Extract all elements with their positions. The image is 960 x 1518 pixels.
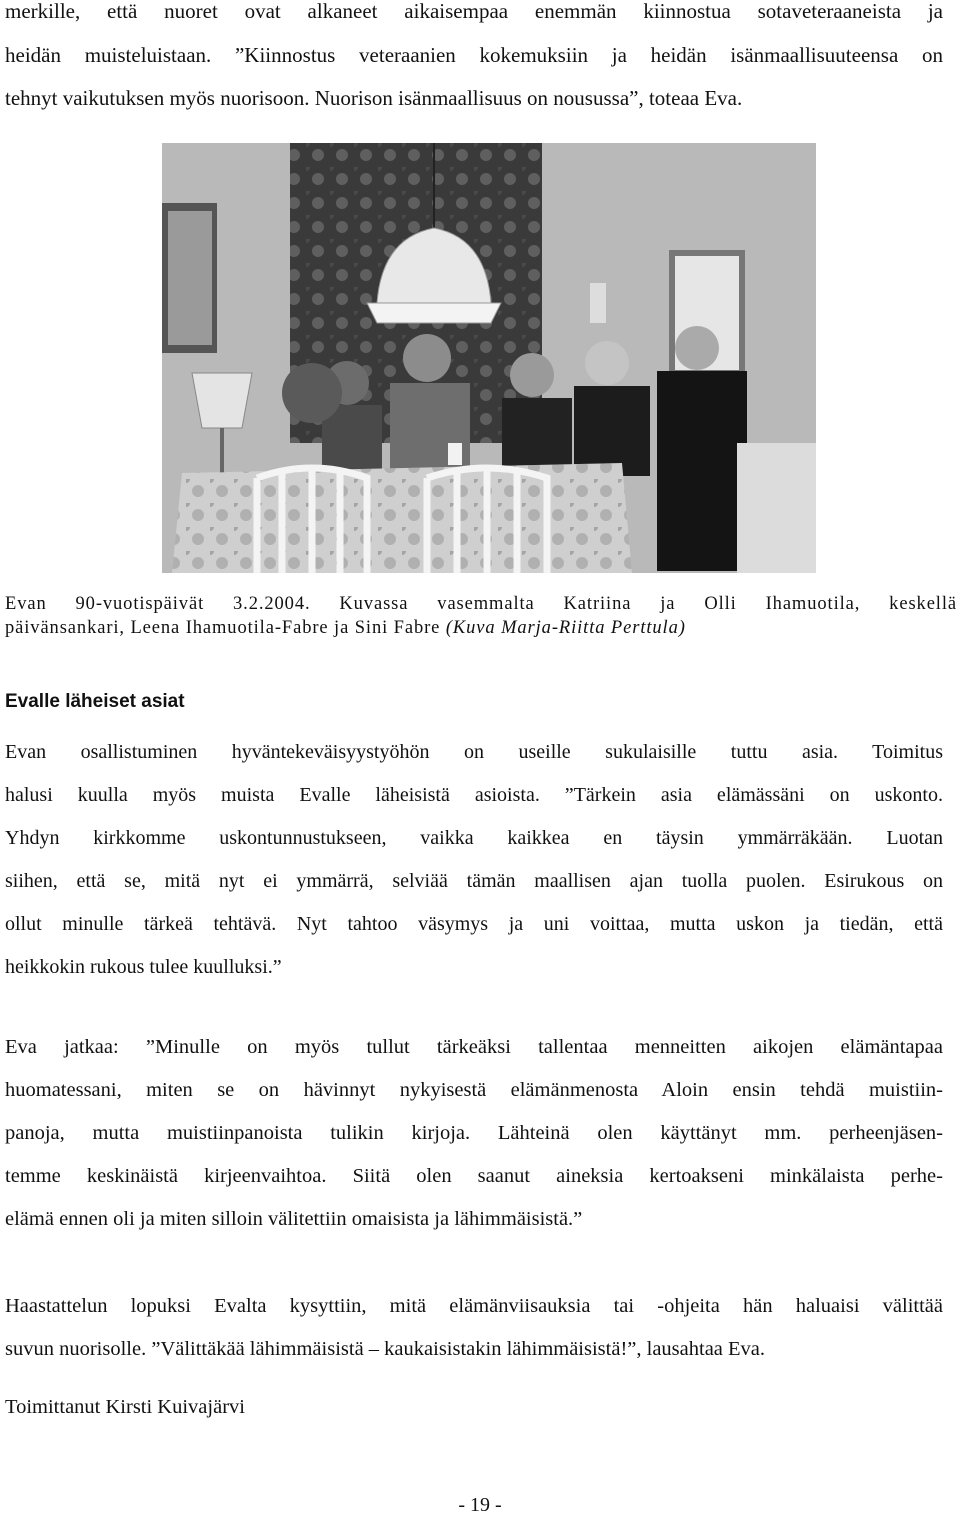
paragraph-line: suvun nuorisolle. ”Välittäkää lähimmäisistä – kaukaisistakin lähimmäisistä!”, lausahtaa Eva. <box>5 1338 766 1360</box>
intro-line: tehnyt vaikutuksen myös nuorisoon. Nuorison isänmaallisuus on nousussa”, toteaa Eva. <box>5 86 743 110</box>
paragraph-line: panoja, mutta muistiinpanoista tulikin kirjoja. Lähteinä olen käyttänyt mm. perheenjäsen- <box>5 1122 943 1144</box>
paragraph-line: siihen, että se, mitä nyt ei ymmärrä, selviää tämän maallisen ajan tuolla puolen. Esirukous on <box>5 870 943 892</box>
paragraph-line: halusi kuulla myös muista Evalle läheisistä asioista. ”Tärkein asia elämässäni on uskonto. <box>5 784 943 806</box>
caption-line: Evan 90-vuotispäivät 3.2.2004. Kuvassa vasemmalta Katriina ja Olli Ihamuotila, keskellä <box>5 594 957 614</box>
group-photo-image <box>162 143 816 573</box>
intro-line: heidän muisteluistaan. ”Kiinnostus veteraanien kokemuksiin ja heidän isänmaallisuuteensa on <box>5 42 943 67</box>
paragraph-line: huomatessani, miten se on hävinnyt nykyisestä elämänmenosta Aloin ensin tehdä muistiin- <box>5 1079 943 1101</box>
paragraph-line: ollut minulle tärkeä tehtävä. Nyt tahtoo väsymys ja uni voittaa, mutta uskon ja tiedän, että <box>5 913 943 935</box>
caption-line <box>5 616 957 640</box>
editor-signature: Toimittanut Kirsti Kuivajärvi <box>5 1396 245 1418</box>
intro-line: merkille, että nuoret ovat alkaneet aikaisempaa enemmän kiinnostua sotaveteraaneista ja <box>5 0 943 23</box>
group-photo <box>162 143 816 573</box>
intro-paragraph <box>5 0 943 121</box>
paragraph-line: Evan osallistuminen hyväntekeväisyystyöhön on useille sukulaisille tuttu asia. Toimitus <box>5 741 943 763</box>
page-number: - 19 - <box>458 1494 502 1516</box>
paragraph-line: temme keskinäistä kirjeenvaihtoa. Siitä olen saanut aineksia kertoakseni minkälaista perhe- <box>5 1165 943 1187</box>
paragraph-line: Eva jatkaa: ”Minulle on myös tullut tärkeäksi tallentaa menneitten aikojen elämäntapaa <box>5 1036 943 1058</box>
paragraph-closing <box>5 1285 943 1371</box>
paragraph-eva-continues <box>5 1026 943 1241</box>
paragraph-close-matters <box>5 731 943 989</box>
paragraph-line: Yhdyn kirkkomme uskontunnustukseen, vaikka kaikkea en täysin ymmärräkään. Luotan <box>5 827 943 849</box>
paragraph-line: heikkokin rukous tulee kuulluksi.” <box>5 956 282 978</box>
photo-credit: (Kuva Marja-Riitta Perttula) <box>445 618 686 638</box>
caption-text: päivänsankari, Leena Ihamuotila-Fabre ja Sini Fabre <box>5 618 441 638</box>
paragraph-line: Haastattelun lopuksi Evalta kysyttiin, mitä elämänviisauksia tai -ohjeita hän haluaisi välittää <box>5 1295 943 1317</box>
photo-caption <box>5 592 957 640</box>
paragraph-line: elämä ennen oli ja miten silloin välitettiin omaisista ja lähimmäisistä.” <box>5 1208 583 1230</box>
section-heading: Evalle läheiset asiat <box>5 691 185 712</box>
